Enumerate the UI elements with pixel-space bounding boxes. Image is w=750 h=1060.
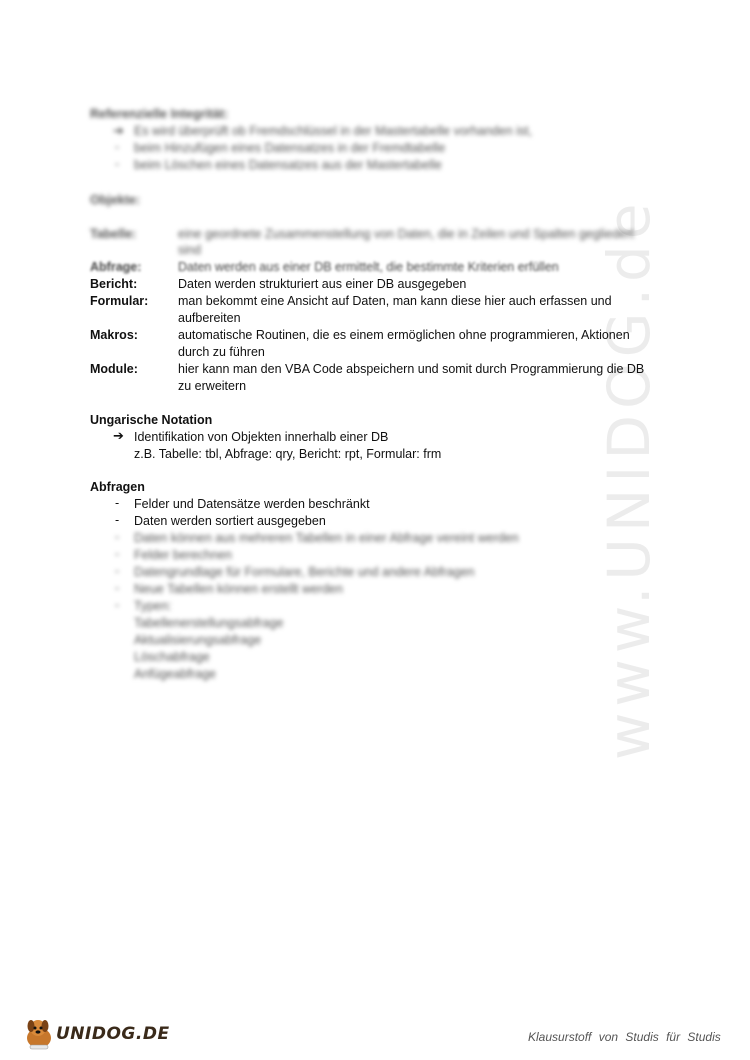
definition-text: Daten werden aus einer DB ermittelt, die bestimmte Kriterien erfüllen (178, 260, 559, 274)
dash-bullet: - (115, 513, 120, 527)
dog-mascot-icon (22, 1016, 58, 1052)
list-item: Daten können aus mehreren Tabellen in einer Abfrage vereint werden (134, 531, 519, 545)
list-item: Es wird überprüft ob Fremdschlüssel in der Mastertabelle vorhanden ist, (134, 124, 533, 138)
section-title-objekte: Objekte: (90, 193, 141, 207)
list-item: Datengrundlage für Formulare, Berichte und andere Abfragen (134, 565, 475, 579)
type-item: Löschabfrage (134, 650, 210, 664)
list-item: beim Hinzufügen eines Datensatzes in der Fremdtabelle (134, 141, 446, 155)
unidog-logo[interactable] (22, 1016, 170, 1052)
dash-bullet: - (115, 598, 120, 612)
definition-term: Tabelle: (90, 227, 137, 241)
dash-bullet: - (115, 140, 120, 154)
definition-text-cont: zu erweitern (178, 379, 247, 393)
section-title-abfragen: Abfragen (90, 480, 145, 494)
list-item: Typen: (134, 599, 172, 613)
type-item: Tabellenerstellungsabfrage (134, 616, 284, 630)
section-title-referenzielle-integritaet: Referenzielle Integrität: (90, 107, 229, 121)
definition-text: automatische Routinen, die es einem ermöglichen ohne programmieren, Aktionen (178, 328, 630, 342)
dash-bullet: - (115, 581, 120, 595)
logo-text: UNIDOG.DE (56, 1024, 170, 1044)
section-title-ungarische-notation: Ungarische Notation (90, 413, 213, 427)
definition-text: eine geordnete Zusammenstellung von Daten, die in Zeilen und Spalten gegliedert (178, 227, 634, 241)
definition-term: Formular: (90, 294, 149, 308)
definition-term: Makros: (90, 328, 138, 342)
type-item: Anfügeabfrage (134, 667, 217, 681)
dash-bullet: - (115, 547, 120, 561)
definition-text-cont: sind (178, 243, 201, 257)
definition-text: hier kann man den VBA Code abspeichern und somit durch Programmierung die DB (178, 362, 645, 376)
arrow-bullet-icon: ➔ (113, 123, 124, 138)
dash-bullet: - (115, 564, 120, 578)
definition-term: Abfrage: (90, 260, 142, 274)
type-item: Aktualisierungsabfrage (134, 633, 262, 647)
list-item: Felder berechnen (134, 548, 232, 562)
definition-text: Daten werden strukturiert aus einer DB ausgegeben (178, 277, 467, 291)
list-item: Neue Tabellen können erstellt werden (134, 582, 343, 596)
definition-text-cont: aufbereiten (178, 311, 241, 325)
list-item: Daten werden sortiert ausgegeben (134, 514, 326, 528)
dash-bullet: - (115, 530, 120, 544)
definition-term: Module: (90, 362, 138, 376)
dash-bullet: - (115, 496, 120, 510)
example-text: z.B. Tabelle: tbl, Abfrage: qry, Bericht: rpt, Formular: frm (134, 447, 442, 461)
footer-slogan: Klausurstoff von Studis für Studis (528, 1030, 721, 1044)
arrow-item: Identifikation von Objekten innerhalb einer DB (134, 430, 389, 444)
list-item: Felder und Datensätze werden beschränkt (134, 497, 370, 511)
definition-text-cont: durch zu führen (178, 345, 265, 359)
dash-bullet: - (115, 157, 120, 171)
list-item: beim Löschen eines Datensatzes aus der Mastertabelle (134, 158, 442, 172)
arrow-bullet-icon: ➔ (113, 428, 124, 443)
watermark: www.UNIDOG.de (595, 197, 663, 760)
definition-term: Bericht: (90, 277, 138, 291)
definition-text: man bekommt eine Ansicht auf Daten, man kann diese hier auch erfassen und (178, 294, 612, 308)
